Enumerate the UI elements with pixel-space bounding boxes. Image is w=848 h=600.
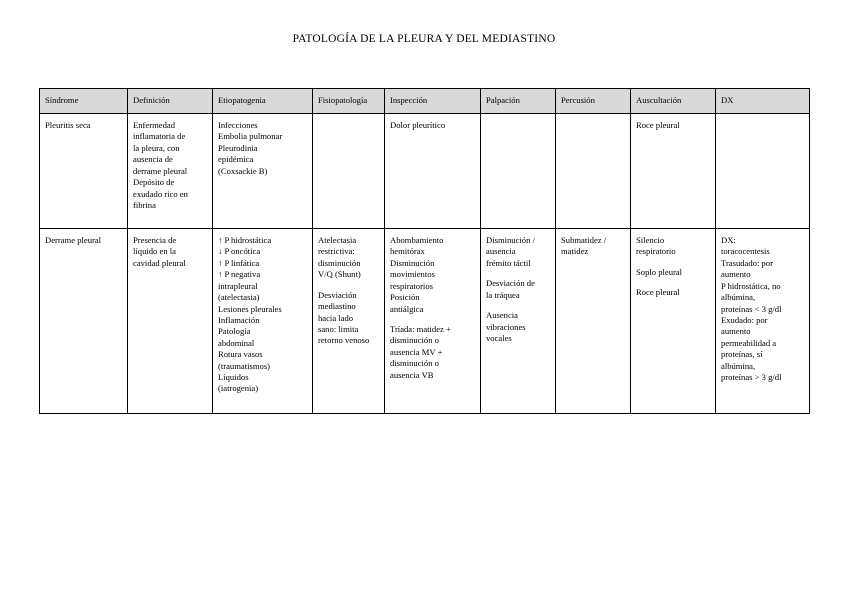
cell-percusion	[556, 114, 631, 229]
cell-etiopatogenia: Infecciones Embolia pulmonar Pleurodinia epidémica (Coxsackie B)	[213, 114, 313, 229]
table-header-row	[40, 89, 810, 114]
column-header-percusion: Percusión	[556, 89, 631, 114]
cell-sindrome: Derrame pleural	[40, 229, 128, 414]
cell-fisiopatologia	[313, 114, 385, 229]
cell-inspeccion: Abombamiento hemitórax Disminución movimientos respiratorios Posición antiálgica Tríada: matidez + disminución o ausencia MV + disminución o ausencia VB	[385, 229, 481, 414]
column-header-dx: DX	[716, 89, 810, 114]
column-header-palpacion: Palpación	[481, 89, 556, 114]
pleura-table-container	[39, 88, 809, 414]
table-body	[40, 114, 810, 414]
page-title: PATOLOGÍA DE LA PLEURA Y DEL MEDIASTINO	[292, 33, 556, 45]
column-header-etiopatogenia: Etiopatogenia	[213, 89, 313, 114]
cell-palpacion: Disminución / ausencia frémito táctil Desviación de la tráquea Ausencia vibraciones vocales	[481, 229, 556, 414]
column-header-inspeccion: Inspección	[385, 89, 481, 114]
cell-fisiopatologia: Atelectasia restrictiva: disminución V/Q (Shunt) Desviación mediastino hacia lado sano: limita retorno venoso	[313, 229, 385, 414]
pathology-table	[39, 88, 810, 414]
cell-dx: DX: toracocentesis Trasudado: por aumento P hidrostática, no albúmina, proteínas < 3 g/dl Exudado: por aumento permeabilidad a proteínas, sí albúmina, proteínas > 3 g/dl	[716, 229, 810, 414]
cell-auscultacion: Silencio respiratorio Soplo pleural Roce pleural	[631, 229, 716, 414]
cell-percusion: Submatidez / matidez	[556, 229, 631, 414]
cell-auscultacion: Roce pleural	[631, 114, 716, 229]
column-header-fisiopatologia: Fisiopatología	[313, 89, 385, 114]
table-row	[40, 229, 810, 414]
column-header-sindrome: Síndrome	[40, 89, 128, 114]
cell-sindrome: Pleuritis seca	[40, 114, 128, 229]
cell-etiopatogenia: ↑ P hidrostática ↓ P oncótica ↑ P linfática ↑ P negativa intrapleural (atelectasia) Lesiones pleurales Inflamación Patología abdominal Rotura vasos (traumatismos) Líquidos (iatrogenia)	[213, 229, 313, 414]
cell-dx	[716, 114, 810, 229]
column-header-auscultacion: Auscultación	[631, 89, 716, 114]
cell-palpacion	[481, 114, 556, 229]
column-header-definicion: Definición	[128, 89, 213, 114]
cell-inspeccion: Dolor pleurítico	[385, 114, 481, 229]
table-row	[40, 114, 810, 229]
cell-definicion: Enfermedad inflamatoria de la pleura, con ausencia de derrame pleural Depósito de exudado rico en fibrina	[128, 114, 213, 229]
cell-definicion: Presencia de líquido en la cavidad pleural	[128, 229, 213, 414]
